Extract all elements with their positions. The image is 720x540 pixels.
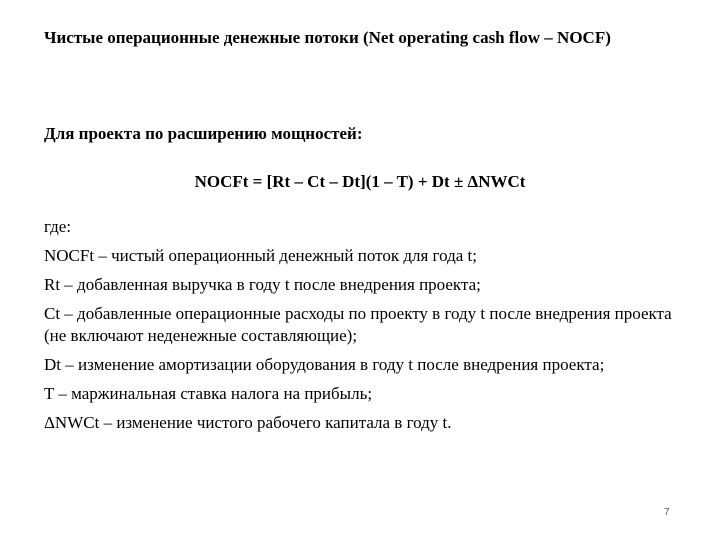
definition-dt: Dt – изменение амортизации оборудования в году t после внедрения проекта;	[44, 355, 605, 374]
page-number: 7	[664, 507, 670, 518]
slide-title: Чистые операционные денежные потоки (Net operating cash flow – NOCF)	[44, 28, 611, 47]
definition-ct: Ct – добавленные операционные расходы по проекту в году t после внедрения проекта (не включают неденежные составляющие);	[44, 304, 672, 345]
definition-rt: Rt – добавленная выручка в году t после внедрения проекта;	[44, 275, 481, 294]
definition-nocf: NOCFt – чистый операционный денежный поток для года t;	[44, 246, 478, 265]
definition-t: T – маржинальная ставка налога на прибыль;	[44, 384, 373, 403]
where-label: где:	[44, 217, 72, 236]
nocf-formula: NOCFt = [Rt – Ct – Dt](1 – T) + Dt ± ΔNWCt	[194, 172, 526, 191]
definition-list	[44, 245, 674, 441]
slide-subtitle: Для проекта по расширению мощностей:	[44, 124, 363, 143]
definition-dnwc: ΔNWCt – изменение чистого рабочего капитала в году t.	[44, 413, 452, 432]
